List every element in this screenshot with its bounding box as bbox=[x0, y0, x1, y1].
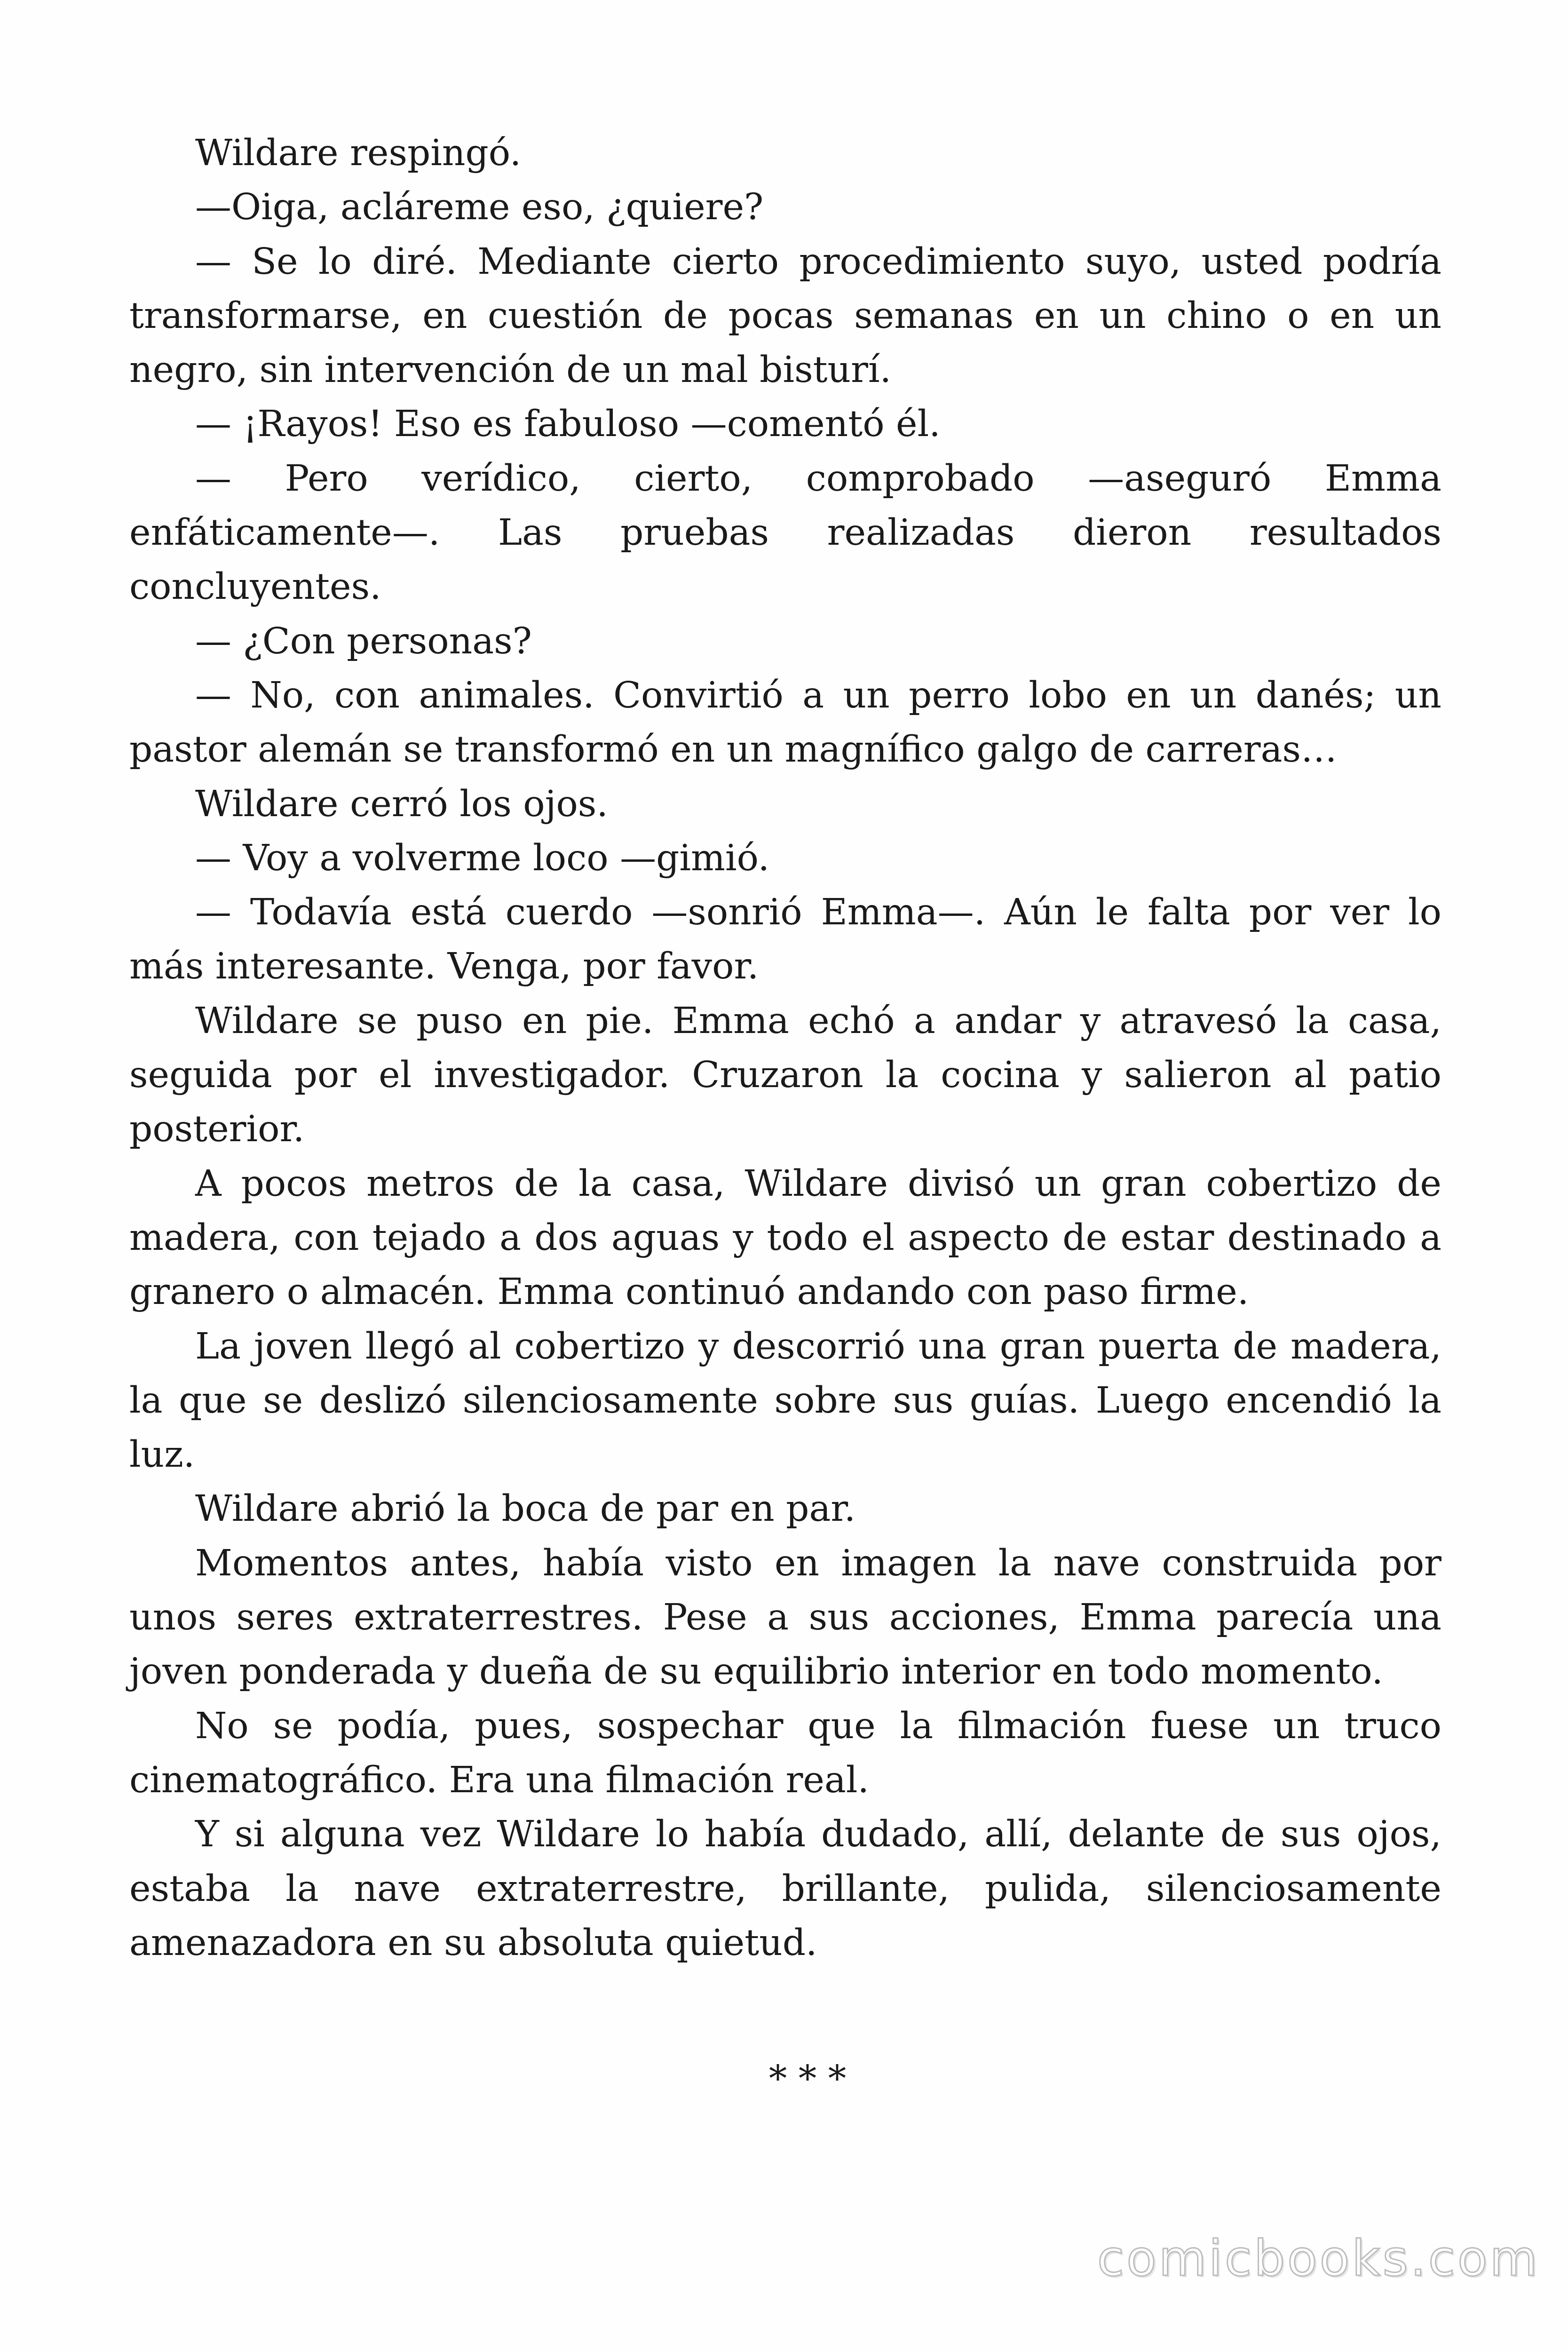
paragraph: —Oiga, acláreme eso, ¿quiere? bbox=[195, 186, 764, 229]
paragraph: — Voy a volverme loco —gimió. bbox=[195, 837, 770, 879]
paragraph: Y si alguna vez Wildare lo había dudado, allí, delante de sus ojos, estaba la nave extraterrestre, brillante, pulida, silenciosamente amenazadora en su absoluta quietud. bbox=[129, 1813, 1441, 1964]
paragraph: — Pero verídico, cierto, comprobado —aseguró Emma enfáticamente—. Las pruebas realizadas dieron resultados concluyentes. bbox=[129, 457, 1441, 608]
paragraph: — Se lo diré. Mediante cierto procedimiento suyo, usted podría transformarse, en cuestión de pocas semanas en un chino o en un negro, sin intervención de un mal bisturí. bbox=[129, 240, 1441, 391]
paragraph: Wildare abrió la boca de par en par. bbox=[195, 1488, 856, 1530]
paragraph: Wildare cerró los ojos. bbox=[195, 783, 608, 825]
paragraph: Wildare respingó. bbox=[195, 132, 522, 174]
paragraph: — ¿Con personas? bbox=[195, 620, 532, 662]
paragraph: A pocos metros de la casa, Wildare divisó un gran cobertizo de madera, con tejado a dos aguas y todo el aspecto de estar destinado a granero o almacén. Emma continuó andando con paso firme. bbox=[129, 1162, 1441, 1313]
paragraph: — No, con animales. Convirtió a un perro lobo en un danés; un pastor alemán se transformó en un magnífico galgo de carreras… bbox=[129, 674, 1441, 771]
paragraph: — Todavía está cuerdo —sonrió Emma—. Aún le falta por ver lo más interesante. Venga, por favor. bbox=[129, 891, 1441, 988]
paragraph: — ¡Rayos! Eso es fabuloso —comentó él. bbox=[195, 403, 941, 445]
paragraph: Momentos antes, había visto en imagen la nave construida por unos seres extraterrestres. Pese a sus acciones, Emma parecía una joven ponderada y dueña de su equilibrio interior en todo momento. bbox=[129, 1542, 1441, 1693]
paragraph: La joven llegó al cobertizo y descorrió una gran puerta de madera, la que se deslizó silenciosamente sobre sus guías. Luego encendió la luz. bbox=[129, 1325, 1441, 1476]
scene-break-separator: * * * bbox=[768, 2058, 847, 2100]
paragraph: No se podía, pues, sospechar que la filmación fuese un truco cinematográfico. Era una filmación real. bbox=[129, 1705, 1441, 1801]
paragraph: Wildare se puso en pie. Emma echó a andar y atravesó la casa, seguida por el investigador. Cruzaron la cocina y salieron al patio posterior. bbox=[129, 1000, 1441, 1151]
watermark: comicbooks.com bbox=[1097, 2230, 1540, 2287]
body-text bbox=[129, 126, 1441, 1970]
